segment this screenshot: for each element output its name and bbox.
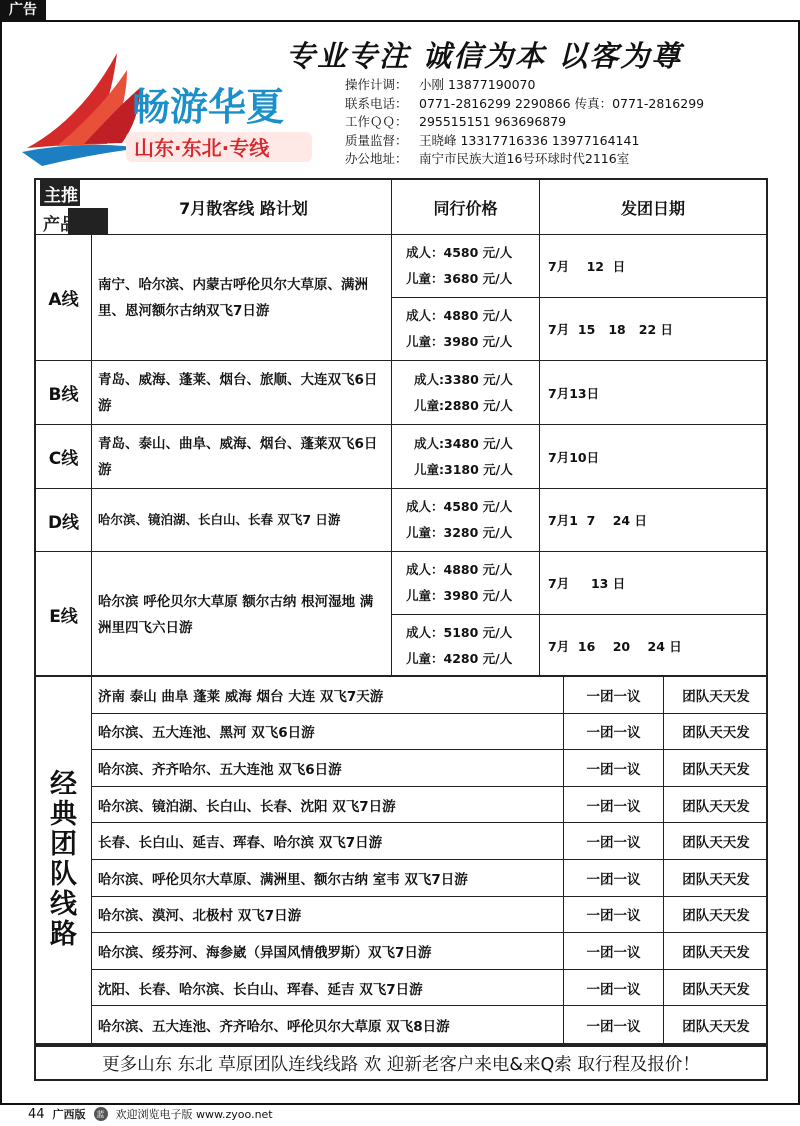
brand-name: 畅游华夏 <box>132 85 285 129</box>
page-footer <box>28 1106 273 1122</box>
group-date: 团队天天发 <box>682 908 750 925</box>
group-route: 哈尔滨、镜泊湖、长白山、长春、沈阳 双飞7日游 <box>92 787 564 823</box>
group-price: 一团一议 <box>564 897 664 933</box>
group-route: 哈尔滨、齐齐哈尔、五大连池 双飞6日游 <box>92 750 564 786</box>
route-c: 青岛、泰山、曲阜、威海、烟台、蓬莱双飞6日游 <box>92 425 392 489</box>
route-a: 南宁、哈尔滨、内蒙古呼伦贝尔大草原、满洲里、恩河额尔古纳双飞7日游 <box>92 235 392 361</box>
date-d: 7月1 7 24 日 <box>540 489 766 552</box>
date-b: 7月13日 <box>540 361 766 425</box>
line-label-d: D线 <box>36 489 92 552</box>
brand-subtitle: 山东·东北·专线 <box>134 136 270 160</box>
group-route: 哈尔滨、五大连池、齐齐哈尔、呼伦贝尔大草原 双飞8日游 <box>92 1006 564 1043</box>
group-route: 哈尔滨、绥芬河、海参崴（异国风情俄罗斯）双飞7日游 <box>92 933 564 969</box>
title-char: 队 <box>50 859 77 890</box>
price-a-1 <box>392 235 540 298</box>
group-date: 团队天天发 <box>682 725 750 742</box>
group-route: 哈尔滨、漠河、北极村 双飞7日游 <box>92 897 564 933</box>
page-number: 44 <box>28 1106 45 1122</box>
title-char: 典 <box>50 799 77 830</box>
group-price: 一团一议 <box>564 750 664 786</box>
table-row <box>92 823 768 860</box>
table-row <box>92 750 768 787</box>
classic-group-title <box>36 677 92 1043</box>
adult-price: 成人：4580 元/人 <box>406 245 513 260</box>
edition-icon: 蓝 <box>94 1107 108 1121</box>
table-row <box>92 787 768 824</box>
child-price: 儿童:3180 元/人 <box>414 461 513 477</box>
group-price: 一团一议 <box>564 787 664 823</box>
line-label-e: E线 <box>36 552 92 677</box>
price-e-2 <box>392 615 540 677</box>
price-e-1 <box>392 552 540 615</box>
brand-logo <box>22 48 322 168</box>
child-price: 儿童：3280 元/人 <box>406 525 513 540</box>
route-b: 青岛、威海、蓬莱、烟台、旅顺、大连双飞6日游 <box>92 361 392 425</box>
table-row <box>92 933 768 970</box>
group-date: 团队天天发 <box>682 798 750 815</box>
title-char: 路 <box>50 919 77 950</box>
badge-line1: 主推 <box>44 186 78 206</box>
child-price: 儿童：3680 元/人 <box>406 271 513 286</box>
date-e-2: 7月 16 20 24 日 <box>548 639 682 654</box>
group-date: 团队天天发 <box>682 1018 750 1035</box>
edition-label: 广西版 <box>52 1108 86 1121</box>
table-row <box>92 897 768 934</box>
price-b <box>392 361 540 425</box>
date-e-1: 7月 13 日 <box>540 552 766 615</box>
tour-price-table <box>34 178 768 677</box>
adult-price: 成人：4880 元/人 <box>406 308 513 323</box>
child-price: 儿童：3980 元/人 <box>406 588 513 603</box>
date-a-2: 7月 15 18 22 日 <box>540 298 766 361</box>
table-row <box>92 970 768 1007</box>
title-char: 线 <box>50 889 77 920</box>
table-row <box>92 714 768 751</box>
table-row <box>92 677 768 714</box>
contact-value: 0771-2816299 2290866 传真：0771-2816299 <box>419 95 705 111</box>
adult-price: 成人：5180 元/人 <box>406 625 513 640</box>
adult-price: 成人：4580 元/人 <box>406 499 513 514</box>
contact-row <box>345 132 704 151</box>
group-route: 济南 泰山 曲阜 蓬莱 威海 烟台 大连 双飞7天游 <box>92 677 564 713</box>
group-date: 团队天天发 <box>682 981 750 998</box>
contact-label: 质量监督： <box>345 132 408 148</box>
contact-label: 操作计调： <box>345 77 408 92</box>
route-e: 哈尔滨 呼伦贝尔大草原 额尔古纳 根河湿地 满洲里四飞六日游 <box>92 552 392 677</box>
group-route: 哈尔滨、呼伦贝尔大草原、满洲里、额尔古纳 室韦 双飞7日游 <box>92 860 564 896</box>
group-route: 长春、长白山、延吉、珲春、哈尔滨 双飞7日游 <box>92 823 564 859</box>
promo-banner: 更多山东 东北 草原团队连线线路 欢 迎新老客户来电&来Q索 取行程及报价！ <box>34 1045 768 1081</box>
group-price: 一团一议 <box>564 1006 664 1043</box>
featured-badge <box>38 174 110 236</box>
group-date: 团队天天发 <box>682 688 750 705</box>
adult-price: 成人:3480 元/人 <box>414 435 513 451</box>
badge-line2: 产品 <box>43 215 77 235</box>
group-route: 哈尔滨、五大连池、黑河 双飞6日游 <box>92 714 564 750</box>
sail-logo-icon <box>22 48 322 168</box>
group-date: 团队天天发 <box>682 871 750 888</box>
header-date: 发团日期 <box>540 180 766 235</box>
title-char: 团 <box>50 829 77 860</box>
group-date: 团队天天发 <box>682 761 750 778</box>
group-date: 团队天天发 <box>682 944 750 961</box>
contact-label: 联系电话： <box>345 95 408 111</box>
contact-row <box>345 150 704 169</box>
group-date: 团队天天发 <box>682 835 750 852</box>
header-route: 7月散客线 路计划 <box>36 180 392 235</box>
header-price: 同行价格 <box>392 180 540 235</box>
price-c <box>392 425 540 489</box>
contact-label: 工作ＱＱ： <box>345 114 408 129</box>
contact-label: 办公地址： <box>345 151 408 166</box>
adult-price: 成人:3380 元/人 <box>414 371 513 387</box>
title-char: 经 <box>50 769 77 800</box>
slogan: 专业专注 诚信为本 以客为尊 <box>286 39 683 73</box>
ad-tag: 广告 <box>0 0 46 20</box>
contact-value: 小刚 13877190070 <box>419 77 536 92</box>
adult-price: 成人：4880 元/人 <box>406 562 513 577</box>
price-d <box>392 489 540 552</box>
group-price: 一团一议 <box>564 677 664 713</box>
group-price: 一团一议 <box>564 860 664 896</box>
group-route: 沈阳、长春、哈尔滨、长白山、珲春、延吉 双飞7日游 <box>92 970 564 1006</box>
contact-value: 王晓峰 13317716336 13977164141 <box>419 132 640 148</box>
line-label-c: C线 <box>36 425 92 489</box>
table-row <box>92 860 768 897</box>
website-text[interactable]: 欢迎浏览电子版 www.zyoo.net <box>115 1108 273 1121</box>
contact-value: 南宁市民族大道16号环球时代2116室 <box>419 151 630 166</box>
contact-row <box>345 76 704 95</box>
classic-group-table <box>34 677 768 1045</box>
group-price: 一团一议 <box>564 714 664 750</box>
featured-badge-icon <box>38 174 110 236</box>
table-row <box>92 1006 768 1043</box>
date-c: 7月10日 <box>540 425 766 489</box>
group-price: 一团一议 <box>564 823 664 859</box>
contact-row <box>345 95 704 114</box>
group-price: 一团一议 <box>564 970 664 1006</box>
line-label-b: B线 <box>36 361 92 425</box>
route-d: 哈尔滨、镜泊湖、长白山、长春 双飞7 日游 <box>92 489 392 552</box>
group-price: 一团一议 <box>564 933 664 969</box>
child-price: 儿童:2880 元/人 <box>414 397 513 413</box>
contact-row <box>345 113 704 132</box>
child-price: 儿童：4280 元/人 <box>406 651 513 666</box>
child-price: 儿童：3980 元/人 <box>406 334 513 349</box>
price-a-2 <box>392 298 540 361</box>
contact-value: 295515151 963696879 <box>419 114 567 129</box>
date-a-1: 7月 12 日 <box>540 235 766 298</box>
contact-block <box>345 76 704 169</box>
line-label-a: A线 <box>36 235 92 361</box>
